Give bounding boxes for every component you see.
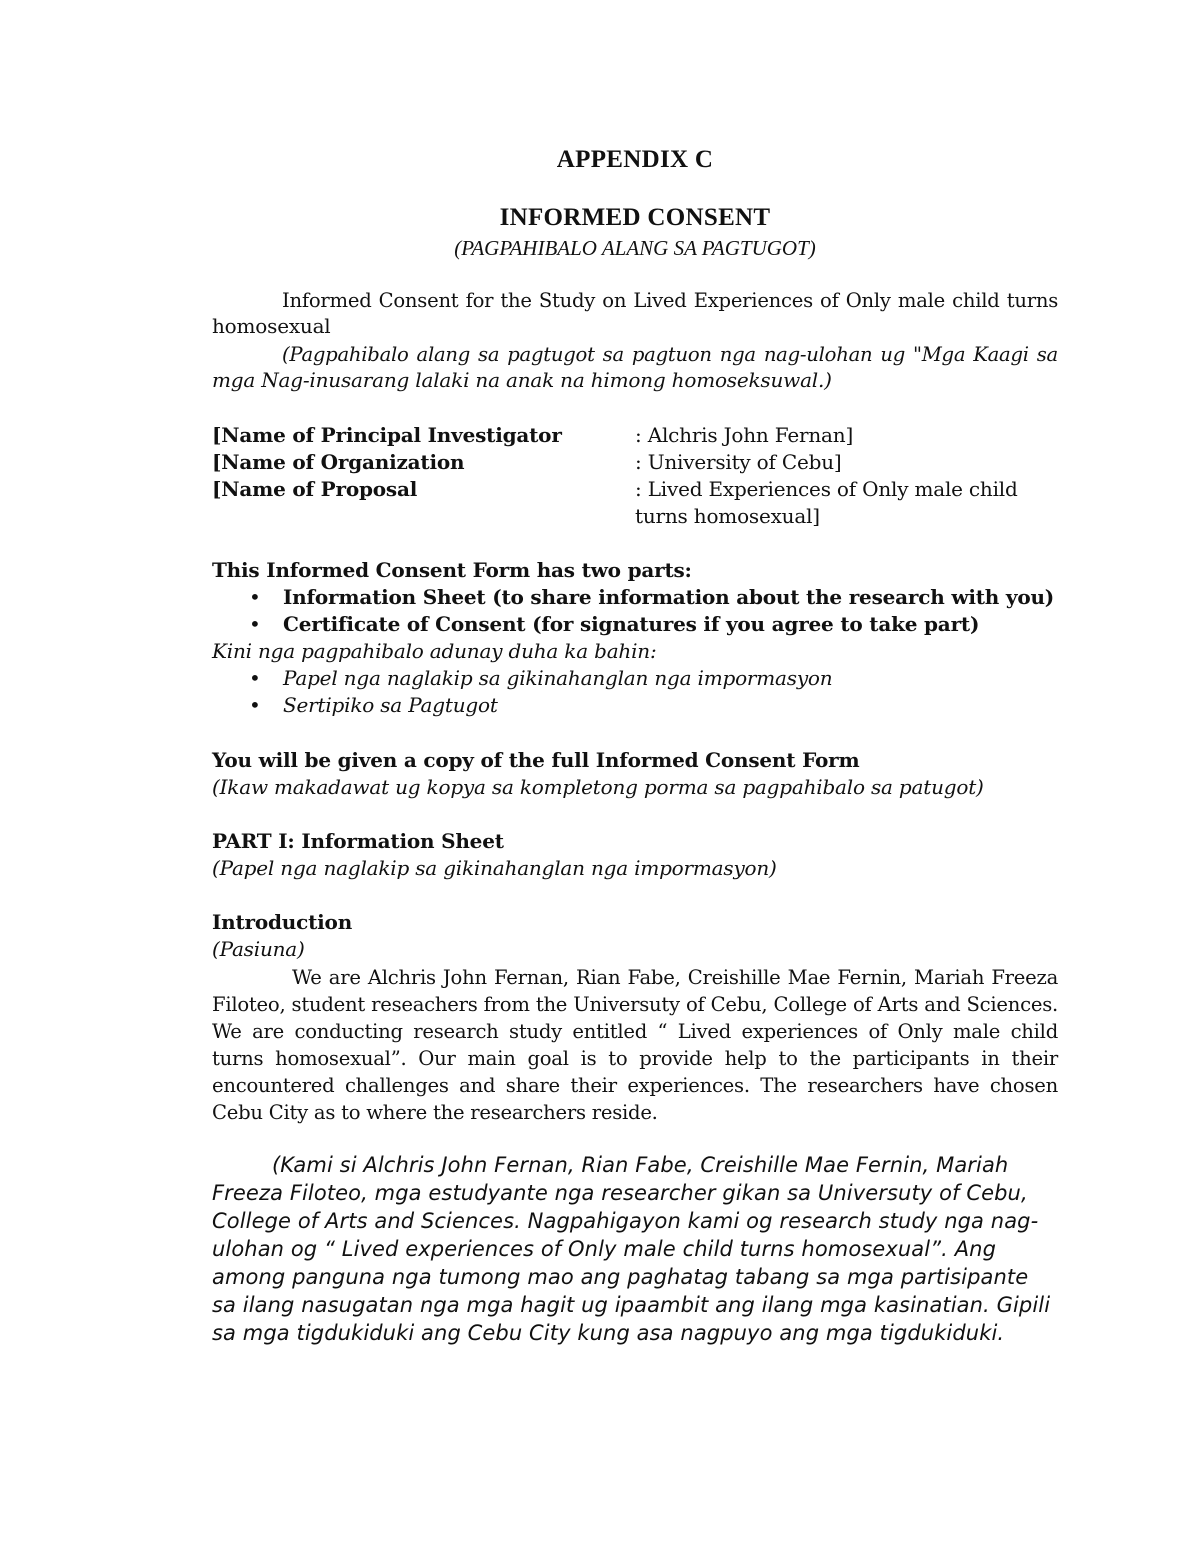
form-parts-translation-heading: Kini nga pagpahibalo adunay duha ka bahin: [212, 639, 657, 663]
page-title: INFORMED CONSENT [499, 204, 771, 231]
part1-translation: (Papel nga naglakip sa gikinahanglan nga impormasyon) [212, 856, 777, 880]
study-title-translation: (Pagpahibalo alang sa pagtugot sa pagtuon nga nag-ulohan ug "Mga Kaagi sa [282, 343, 1058, 366]
detail-value-organization: : University of Cebu] [635, 450, 842, 474]
bullet-icon: • [249, 666, 261, 690]
introduction-translation-paragraph: (Kami si Alchris John Fernan, Rian Fabe, Creishille Mae Fernin, Mariah Freeza Filoteo, mga estudyante nga researcher gikan sa Universuty of Cebu, College of Arts and Sciences. Nagpahigayon kami og research study nga nag-ulohan og “ Lived experiences of Only male child turns homosexual”. Ang among panguna nga tumong mao ang paghatag tabang sa mga partisipante sa ilang nasugatan nga mga hagit ug ipaambit ang ilang mga kasinatian. Gipili sa mga tigdukiduki ang Cebu City kung asa nagpuyo ang mga tigdukiduki. [212, 1153, 1051, 1345]
copy-notice-translation: (Ikaw makadawat ug kopya sa kompletong porma sa pagpahibalo sa patugot) [212, 775, 984, 799]
part1-heading: PART I: Information Sheet [212, 829, 504, 853]
appendix-heading: APPENDIX C [556, 146, 714, 173]
introduction-heading: Introduction [212, 910, 353, 934]
bullet-icon: • [249, 693, 261, 717]
detail-value-proposal: : Lived Experiences of Only male child [635, 477, 1018, 501]
detail-label-investigator: [Name of Principal Investigator [212, 423, 562, 447]
bullet-icon: • [249, 585, 261, 609]
detail-value-proposal-2: turns homosexual] [635, 504, 820, 528]
study-title-line-2: homosexual [212, 314, 331, 338]
page-subtitle: (PAGPAHIBALO ALANG SA PAGTUGOT) [454, 236, 816, 260]
introduction-translation-heading: (Pasiuna) [212, 937, 305, 961]
detail-label-proposal: [Name of Proposal [212, 477, 418, 501]
copy-notice: You will be given a copy of the full Informed Consent Form [212, 748, 860, 772]
form-parts-heading: This Informed Consent Form has two parts: [212, 558, 692, 582]
detail-value-investigator: : Alchris John Fernan] [635, 423, 854, 447]
study-title-translation-2: mga Nag-inusarang lalaki na anak na himong homoseksuwal.) [212, 368, 832, 392]
detail-label-organization: [Name of Organization [212, 450, 465, 474]
form-part-translation-item: Papel nga naglakip sa gikinahanglan nga impormasyon [283, 666, 833, 690]
introduction-paragraph: We are Alchris John Fernan, Rian Fabe, Creishille Mae Fernin, Mariah Freeza Filoteo, student reseachers from the Universuty of Cebu, College of Arts and Sciences. We are conducting research study entitled “ Lived experiences of Only male child turns homosexual”. Our main goal is to provide help to the participants in their encountered challenges and share their experiences. The researchers have chosen Cebu City as to where the researchers reside. [212, 966, 1058, 1124]
form-part-item: Certificate of Consent (for signatures if you agree to take part) [283, 612, 980, 636]
form-part-item: Information Sheet (to share information about the research with you) [283, 585, 1055, 609]
study-title-line: Informed Consent for the Study on Lived Experiences of Only male child turns [282, 289, 1058, 312]
bullet-icon: • [249, 612, 261, 636]
form-part-translation-item: Sertipiko sa Pagtugot [283, 693, 498, 717]
